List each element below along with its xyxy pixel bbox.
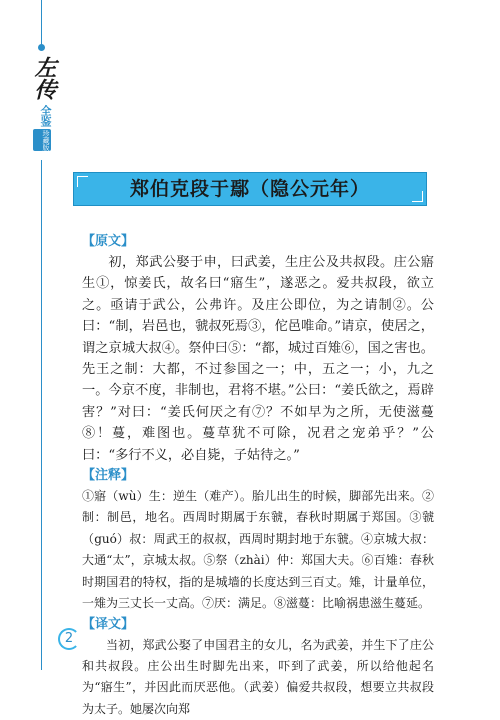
original-text-label: 【原文】 bbox=[82, 232, 434, 252]
notes-text: ①寤（wù）生：逆生（难产）。胎儿出生的时候，脚部先出来。②制：制邑，地名。西周时期属于东虢，春秋时期属于郑国。③虢（guó）叔：周武王的叔叔，西周时期封地于东虢。④京城大叔：大通“太”，京城太叔。⑤祭（zhài）仲：郑国大夫。⑥百雉：春秋时期国君的特权，指的是城墙的长度达到三百丈。雉，计量单位，一雉为三丈长一丈高。⑦厌：满足。⑧滋蔓：比喻祸患滋生蔓延。 bbox=[82, 486, 434, 614]
sidebar-rule-top bbox=[41, 0, 42, 46]
sidebar-dot bbox=[38, 44, 45, 51]
original-text: 初，郑武公娶于申，曰武姜，生庄公及共叔段。庄公寤生①，惊姜氏，故名曰“寤生”，遂恶之。爱共叔段，欲立之。亟请于武公，公弗许。及庄公即位，为之请制②。公曰：“制，岩邑也，虢叔死焉③，佗邑唯命。”请京，使居之，谓之京城大叔④。祭仲曰⑤：“都，城过百雉⑥，国之害也。先王之制：大都，不过参国之一；中，五之一；小，九之一。今京不度，非制也，君将不堪。”公曰：“姜氏欲之，焉辟害？”对曰：“姜氏何厌之有⑦？不如早为之所，无使滋蔓⑧！蔓，难图也。蔓草犹不可除，况君之宠弟乎？”公曰：“多行不义，必自毙，子姑待之。” bbox=[82, 252, 434, 466]
sidebar-rule-bottom bbox=[41, 160, 42, 670]
notes-label: 【注释】 bbox=[82, 466, 434, 486]
translation-text: 当初，郑武公娶了申国君主的女儿，名为武姜，并生下了庄公和共叔段。庄公出生时脚先出来，吓到了武姜，所以给他起名为“寤生”，并因此而厌恶他。（武姜）偏爱共叔段，想要立共叔段为太子。她屡次向郑 bbox=[82, 635, 434, 720]
book-title: 左传 bbox=[27, 56, 57, 100]
translation-label: 【译文】 bbox=[82, 615, 434, 635]
edition-badge: 珍藏版 bbox=[33, 129, 51, 151]
chapter-title: 郑伯克段于鄢（隐公元年） bbox=[74, 173, 426, 205]
page-number: 2 bbox=[58, 628, 80, 650]
main-content bbox=[82, 232, 434, 720]
book-subtitle: 全鉴 bbox=[33, 105, 51, 127]
chapter-title-banner bbox=[73, 172, 427, 206]
